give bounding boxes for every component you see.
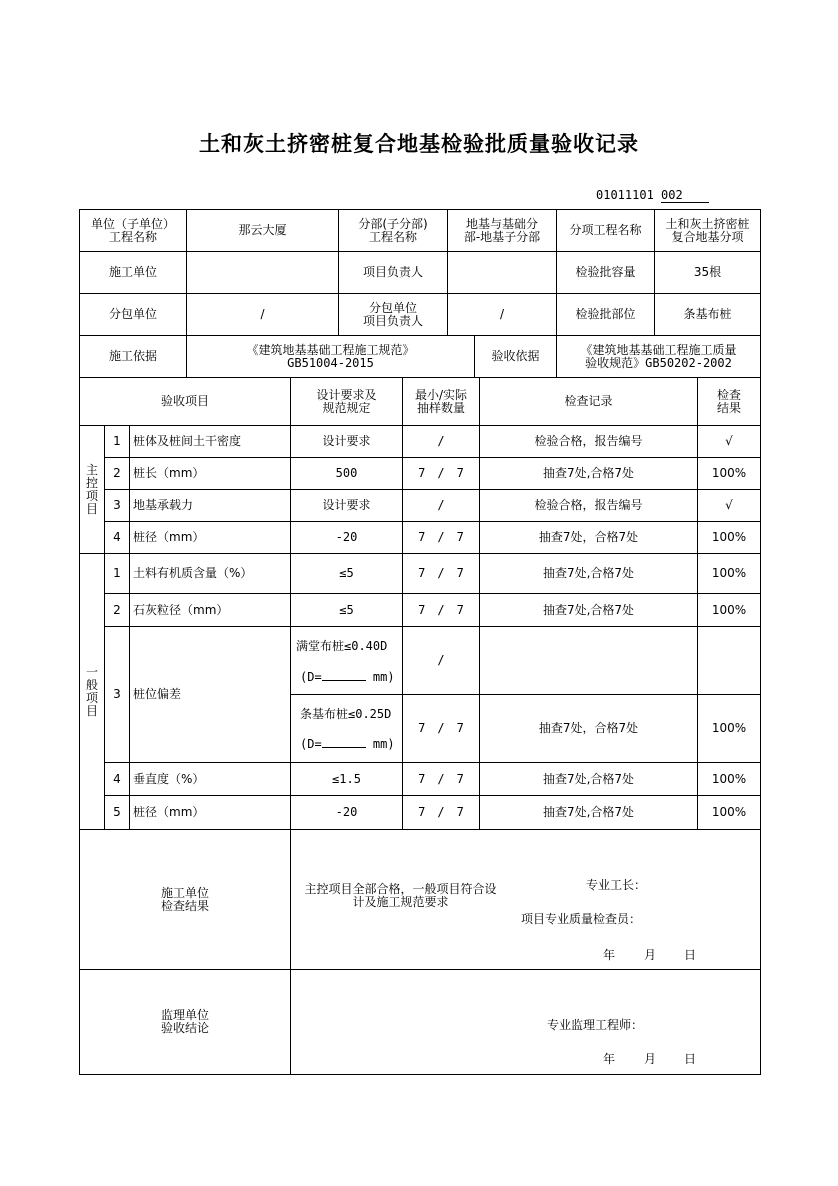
constructor-label: 施工单位 xyxy=(108,265,157,279)
row-design: -20 xyxy=(335,805,358,819)
batch-location-value: 条基布桩 xyxy=(683,307,732,321)
strip-d-label: (D= xyxy=(300,737,322,751)
constructor-date-day: 日 xyxy=(684,948,697,962)
col-item: 验收项目 xyxy=(160,394,209,408)
row-record: 检验合格，报告编号 xyxy=(534,498,643,512)
strip-sample: 7 / 7 xyxy=(418,721,464,735)
row-sample: / xyxy=(437,498,445,512)
row-item: 桩径（mm） xyxy=(133,805,205,819)
division-value: 地基与基础分 部-地基子分部 xyxy=(463,216,541,244)
row-result: √ xyxy=(725,498,733,512)
constructor-value xyxy=(187,252,338,293)
row-item: 垂直度（%） xyxy=(133,771,205,786)
sub-manager-label: 分包单位 项目负责人 xyxy=(362,300,423,328)
project-manager-label: 项目负责人 xyxy=(362,265,423,279)
row-sample: / xyxy=(437,434,445,448)
strip-record: 抽查7处，合格7处 xyxy=(538,721,639,735)
record-code-number: 002 xyxy=(661,188,709,203)
row-no: 3 xyxy=(113,687,121,701)
page-title: 土和灰土挤密桩复合地基检验批质量验收记录 xyxy=(199,132,639,156)
row-item: 土料有机质含量（%） xyxy=(133,566,253,580)
row-result: √ xyxy=(725,434,733,448)
constructor-check-label: 施工单位 检查结果 xyxy=(160,885,209,913)
basis-value: 《建筑地基基础工程施工规范》 GB51004-2015 xyxy=(246,342,415,370)
unit-label: 单位（子单位） 工程名称 xyxy=(90,216,175,244)
subitem-value: 土和灰土挤密桩 复合地基分项 xyxy=(665,216,750,244)
strip-design: 条基布桩≤0.25D xyxy=(300,707,392,721)
strip-d-unit: mm) xyxy=(372,737,395,751)
row-record: 检验合格，报告编号 xyxy=(534,434,643,448)
full-d-label: (D= xyxy=(300,670,322,684)
acceptance-basis-label: 验收依据 xyxy=(491,349,540,363)
col-record: 检查记录 xyxy=(564,394,613,408)
row-design: ≤1.5 xyxy=(332,771,361,786)
acceptance-basis-value: 《建筑地基基础工程施工质量 验收规范》GB50202-2002 xyxy=(580,342,737,370)
row-record: 抽查7处,合格7处 xyxy=(542,466,635,480)
row-result: 100% xyxy=(711,602,747,617)
full-design: 满堂布桩≤0.40D xyxy=(296,639,388,653)
supervisor-date-month: 月 xyxy=(644,1052,657,1066)
subitem-label: 分项工程名称 xyxy=(569,223,642,237)
col-design: 设计要求及 规范规定 xyxy=(316,387,377,415)
row-record: 抽查7处,合格7处 xyxy=(542,771,635,786)
row-sample: 7 / 7 xyxy=(418,566,464,580)
row-no: 2 xyxy=(113,602,121,617)
main-control-label: 主控项目 xyxy=(85,462,98,516)
row-design: 设计要求 xyxy=(322,498,371,512)
row-no: 4 xyxy=(113,771,121,786)
row-no: 3 xyxy=(113,498,121,512)
unit-value: 那云大厦 xyxy=(238,223,287,237)
inspector-label: 项目专业质量检查员： xyxy=(521,912,642,926)
strip-d-field xyxy=(300,737,395,751)
row-no: 4 xyxy=(113,530,121,544)
record-code-prefix: 01011101 xyxy=(596,188,654,202)
row-result: 100% xyxy=(711,530,747,544)
row-no: 1 xyxy=(113,566,121,580)
row-design: -20 xyxy=(335,530,358,544)
batch-capacity-label: 检验批容量 xyxy=(575,265,636,279)
row-result: 100% xyxy=(711,805,747,819)
full-d-field xyxy=(300,670,395,684)
row-result: 100% xyxy=(711,466,747,480)
supervisor-date-day: 日 xyxy=(684,1052,697,1066)
row-design: 设计要求 xyxy=(322,434,371,448)
row-item: 桩径（mm） xyxy=(133,530,205,544)
row-record: 抽查7处，合格7处 xyxy=(538,530,639,544)
row-item: 石灰粒径（mm） xyxy=(133,602,229,617)
row-result: 100% xyxy=(711,771,747,786)
subcontractor-value: / xyxy=(260,307,265,321)
sub-manager-value: / xyxy=(499,307,505,321)
row-record: 抽查7处,合格7处 xyxy=(542,805,635,819)
full-d-unit: mm) xyxy=(372,670,395,684)
division-label: 分部(子分部) 工程名称 xyxy=(358,216,428,244)
general-label: 一般项目 xyxy=(85,664,98,718)
row-item: 桩体及桩间土干密度 xyxy=(133,434,242,448)
row-record: 抽查7处,合格7处 xyxy=(542,602,635,617)
record-code xyxy=(596,188,709,203)
full-d-blank xyxy=(322,670,366,681)
supervisor-check-label: 监理单位 验收结论 xyxy=(160,1008,209,1035)
row-no: 2 xyxy=(113,466,121,480)
row-item: 桩位偏差 xyxy=(133,687,182,701)
row-sample: 7 / 7 xyxy=(418,530,464,544)
batch-capacity-value: 35根 xyxy=(693,265,722,279)
strip-d-blank xyxy=(322,737,366,748)
project-manager-value xyxy=(448,252,556,293)
supervisor-engineer-label: 专业监理工程师： xyxy=(547,1018,644,1032)
full-sample: / xyxy=(437,653,445,667)
batch-location-label: 检验批部位 xyxy=(575,307,636,321)
col-sample: 最小/实际 抽样数量 xyxy=(414,387,468,415)
row-sample: 7 / 7 xyxy=(418,805,464,819)
row-no: 1 xyxy=(113,434,121,448)
main-control-group xyxy=(80,426,104,553)
row-no: 5 xyxy=(113,805,121,819)
subcontractor-label: 分包单位 xyxy=(108,307,157,321)
row-sample: 7 / 7 xyxy=(418,466,464,480)
row-item: 桩长（mm） xyxy=(133,466,205,480)
row-design: 500 xyxy=(335,466,358,480)
general-group xyxy=(80,554,104,829)
constructor-date-month: 月 xyxy=(644,948,657,962)
row-sample: 7 / 7 xyxy=(418,602,464,617)
strip-result: 100% xyxy=(711,721,747,735)
row-record: 抽查7处,合格7处 xyxy=(542,566,635,580)
row-design: ≤5 xyxy=(339,602,354,617)
foreman-label: 专业工长： xyxy=(586,878,647,892)
constructor-conclusion: 主控项目全部合格，一般项目符合设 计及施工规范要求 xyxy=(304,882,497,909)
constructor-date-year: 年 xyxy=(603,948,616,962)
row-design: ≤5 xyxy=(339,566,354,580)
col-result: 检查 结果 xyxy=(716,387,741,415)
row-result: 100% xyxy=(711,566,747,580)
basis-label: 施工依据 xyxy=(108,349,157,363)
row-sample: 7 / 7 xyxy=(418,771,464,786)
row-item: 地基承载力 xyxy=(133,498,194,512)
supervisor-date-year: 年 xyxy=(603,1052,616,1066)
